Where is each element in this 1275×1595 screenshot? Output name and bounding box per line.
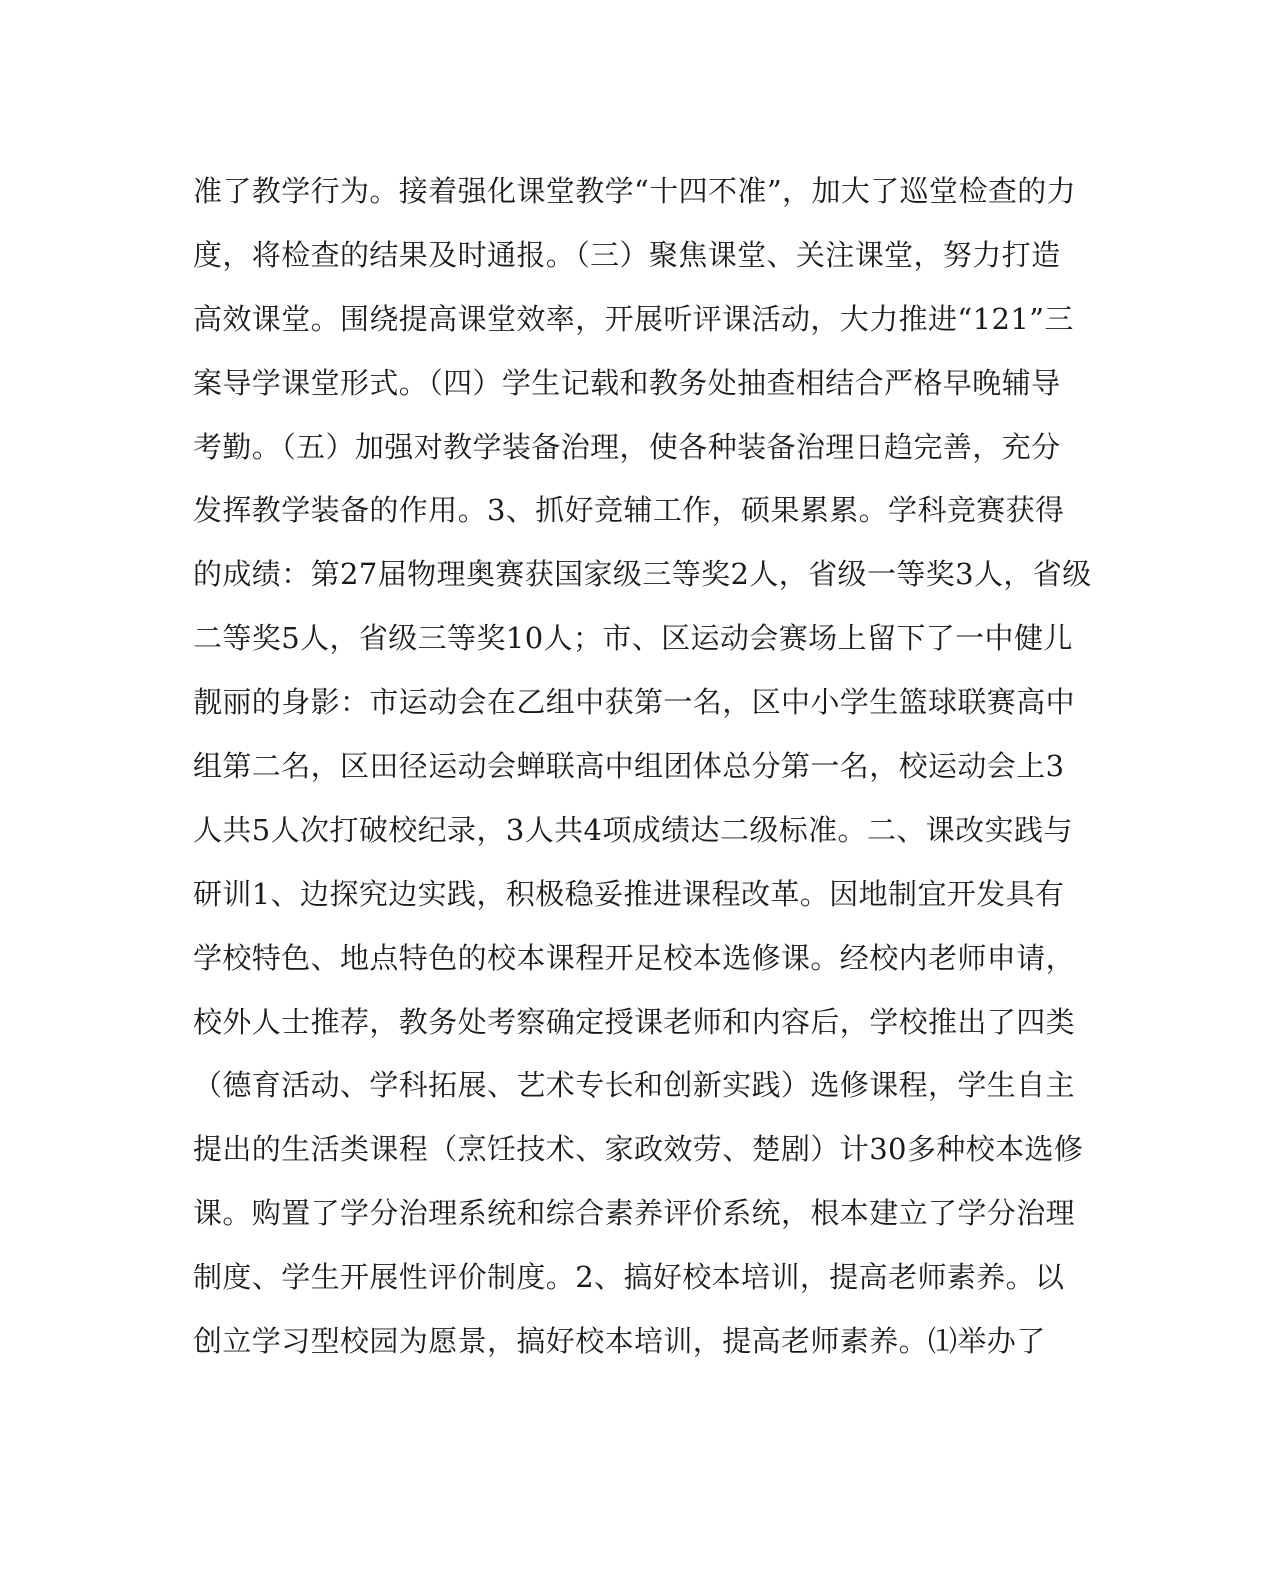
text-line: 课。购置了学分治理系统和综合素养评价系统，根本建立了学分治理: [193, 1196, 1076, 1231]
text-line: 二等奖5人，省级三等奖10人；市、区运动会赛场上留下了一中健儿: [193, 621, 1073, 656]
text-line: 制度、学生开展性评价制度。2、搞好校本培训，提高老师素养。以: [193, 1260, 1065, 1295]
text-line: 人共5人次打破校纪录，3人共4项成绩达二级标准。二、课改实践与: [193, 812, 1073, 847]
text-line: 考勤。（五）加强对教学装备治理，使各种装备治理日趋完善，充分: [193, 429, 1061, 464]
text-line: 校外人士推荐，教务处考察确定授课老师和内容后，学校推出了四类: [193, 1004, 1076, 1039]
text-line: 学校特色、地点特色的校本课程开足校本选修课。经校内老师申请，: [193, 940, 1076, 975]
text-line: 发挥教学装备的作用。3、抓好竞辅工作，硕果累累。学科竞赛获得: [193, 493, 1065, 528]
text-line: 创立学习型校园为愿景，搞好校本培训，提高老师素养。⑴举办了: [193, 1324, 1046, 1359]
text-line: 提出的生活类课程（烹饪技术、家政效劳、楚剧）计30多种校本选修: [193, 1132, 1084, 1167]
text-line: 研训1、边探究边实践，积极稳妥推进课程改革。因地制宜开发具有: [193, 876, 1065, 911]
text-line: 靓丽的身影：市运动会在乙组中获第一名，区中小学生篮球联赛高中: [193, 685, 1076, 720]
text-line: 准了教学行为。接着强化课堂教学“十四不准”，加大了巡堂检查的力: [193, 174, 1077, 208]
text-line: 案导学课堂形式。（四）学生记载和教务处抽查相结合严格早晚辅导: [193, 365, 1061, 400]
text-line: 组第二名，区田径运动会蝉联高中组团体总分第一名，校运动会上3: [193, 749, 1065, 784]
text-line: 高效课堂。围绕提高课堂效率，开展听评课活动，大力推进“121”三: [193, 301, 1074, 336]
text-line: 度，将检查的结果及时通报。（三）聚焦课堂、关注课堂，努力打造: [193, 237, 1061, 272]
text-line: 的成绩：第27届物理奥赛获国家级三等奖2人，省级一等奖3人，省级: [193, 557, 1092, 592]
text-line: （德育活动、学科拓展、艺术专长和创新实践）选修课程，学生自主: [193, 1068, 1076, 1103]
body-text: [193, 160, 1092, 1374]
